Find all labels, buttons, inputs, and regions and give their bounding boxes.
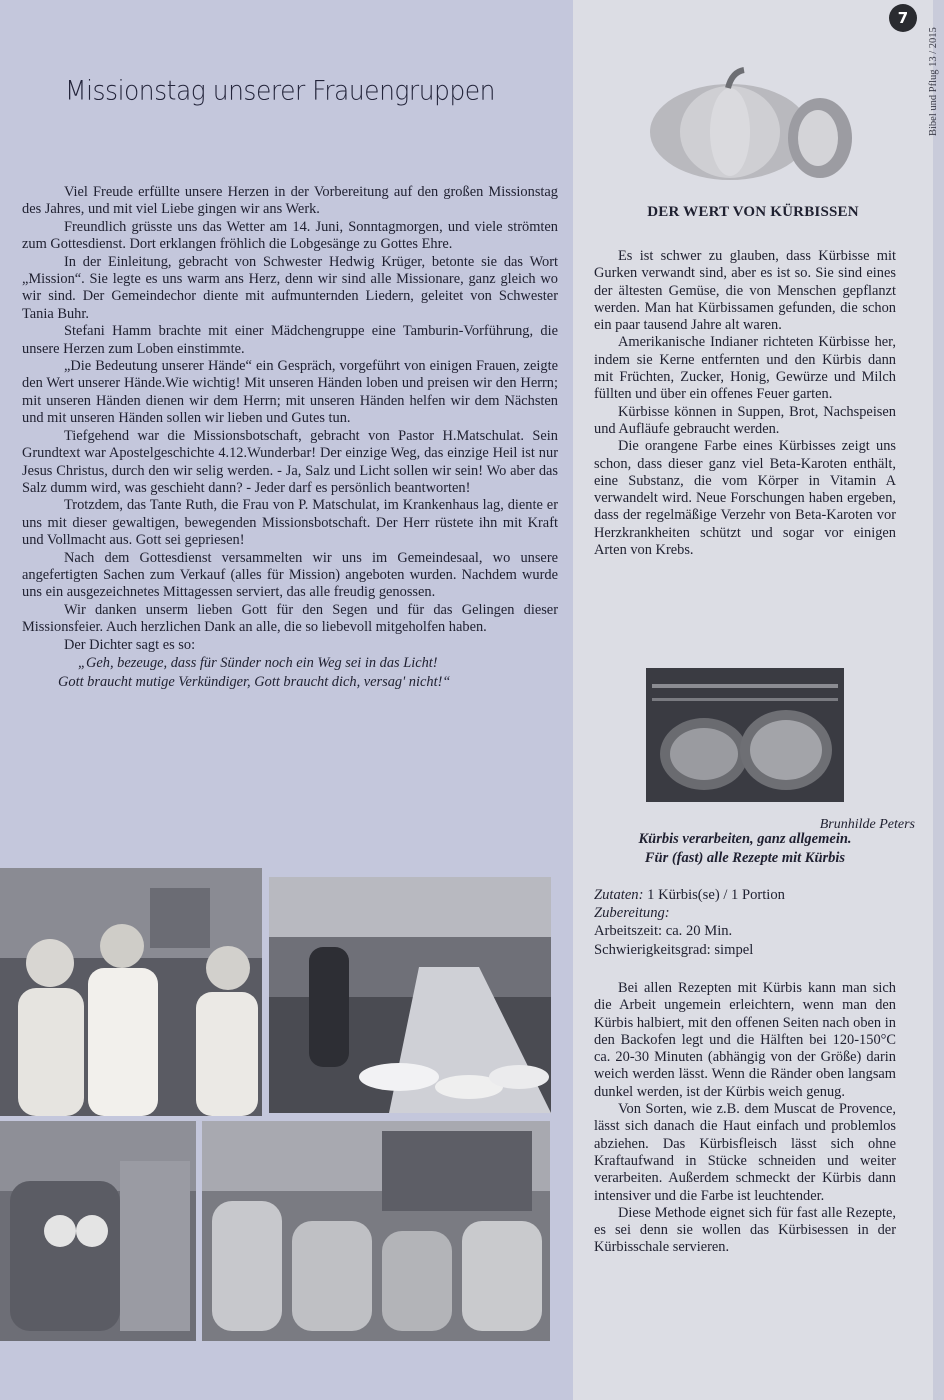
recipe-meta	[594, 886, 896, 959]
article-paragraph: Tiefgehend war die Missionsbotschaft, gebracht von Pastor H.Matschulat. Sein Grundtext war Apostelgeschichte 4.12.Wunderbar! Der einzige Weg, das einzige Heil ist nur Jesus Christus, durch den wir selig werden. - Ja, Salz und Licht sollen wir sein! Wo aber das Salz dumm wird, was geschieht dann? - Jeder darf es persönlich beantworten!	[22, 427, 558, 496]
poem	[22, 654, 558, 692]
article-paragraph: Nach dem Gottesdienst versammelten wir uns im Gemeindesaal, wo unsere angefertigten Sachen zum Verkauf (alles für Mission) angeboten wurden. Nachdem wurde uns ein ausgezeichnetes Mittagessen serviert, das alle freudig genossen.	[22, 549, 558, 601]
recipe-text	[594, 980, 896, 1257]
article-body	[22, 184, 558, 692]
difficulty: Schwierigkeitsgrad: simpel	[594, 941, 754, 958]
recipe-title	[594, 830, 896, 868]
article-paragraph: „Die Bedeutung unserer Hände“ ein Gespräch, vorgeführt von einigen Frauen, zeigte den Wert unserer Hände.Wie wichtig! Mit unseren Händen loben und preisen wir den Herrn; mit unseren Händen dienen wir dem Herrn; mit unseren Händen helfen wir dem Nächsten und mit unseren Händen sollen wir lieben und Gutes tun.	[22, 358, 558, 427]
article-paragraph: In der Einleitung, gebracht von Schwester Hedwig Krüger, betonte sie das Wort „Mission“. Sie legte es uns warm ans Herz, denn wir sind alle Missionare, ganz gleich wo wir sind. Der Gemeindechor diente mit aufmunternden Liedern, geleitet von Schwester Tania Buhr.	[22, 253, 558, 322]
sidebar-text	[594, 248, 896, 559]
recipe-paragraph: Bei allen Rezepten mit Kürbis kann man sich die Arbeit ungemein erleichtern, wenn man den Kürbis halbiert, mit den offenen Seiten nach oben in den Backofen legt und die Hälften bei 120-150°C ca. 20-30 Minuten (abhängig von der Größe) darin weich werden lässt. Wenn die Ränder oben langsam dunkel werden, ist der Kürbis weich genug.	[594, 980, 896, 1100]
photo-knitted-goods	[0, 1121, 196, 1341]
sidebar-paragraph: Die orangene Farbe eines Kürbisses zeigt uns schon, dass dieser ganz viel Beta-Karoten enthält, eine Substanz, die vom Körper in Vitamin A verwandelt wird. Neue Forschungen haben ergeben, dass der regelmäßige Verzehr von Beta-Karoten vor Herzkrankheiten schützt und sogar vor einigen Arten von Krebs.	[594, 438, 896, 559]
pumpkin-image	[640, 66, 860, 186]
article-paragraph: Wir danken unserm lieben Gott für den Segen und für das Gelingen dieser Missionsfeier. Auch herzlichen Dank an alle, die so liebevoll mitgeholfen haben.	[22, 601, 558, 636]
photo-sales-table	[202, 1121, 550, 1341]
page-number-badge: 7	[889, 4, 917, 32]
preparation-label: Zubereitung:	[594, 905, 670, 922]
ingredients-value: 1 Kürbis(se) / 1 Portion	[647, 887, 785, 903]
oven-pumpkin-photo	[646, 668, 844, 802]
recipe-paragraph: Diese Methode eignet sich für fast alle Rezepte, es sei denn sie wollen das Kürbisessen in der Kürbisschale servieren.	[594, 1204, 896, 1256]
recipe-title-line: Für (fast) alle Rezepte mit Kürbis	[644, 850, 846, 866]
work-time: Arbeitszeit: ca. 20 Min.	[594, 923, 733, 940]
photo-kitchen-women	[0, 868, 262, 1116]
article-paragraph: Trotzdem, das Tante Ruth, die Frau von P. Matschulat, im Krankenhaus lag, diente er uns mit dieser gewaltigen, bewegenden Missionsbotschaft. Der Herr rüstete ihn mit Kraft und Vollmacht aus. Gott sei gepriesen!	[22, 497, 558, 549]
sidebar-paragraph: Amerikanische Indianer richteten Kürbisse her, indem sie Kerne entfernten und den Kürbis dann mit Früchten, Zucker, Honig, Gewürze und Milch füllten und über ein offenes Feuer garten.	[594, 334, 896, 403]
photo-hall-buffet	[269, 877, 551, 1113]
article-paragraph: Freundlich grüsste uns das Wetter am 14. Juni, Sonntagmorgen, und viele strömten zum Gottesdienst. Dort erklangen fröhlich die Lobgesänge zu Gottes Ehre.	[22, 218, 558, 253]
article-paragraph: Der Dichter sagt es so:	[64, 636, 196, 653]
recipe-title-line: Kürbis verarbeiten, ganz allgemein.	[638, 831, 852, 847]
article-paragraph: Stefani Hamm brachte mit einer Mädchengruppe eine Tamburin-Vorführung, die unsere Herzen zum Loben einstimmte.	[22, 323, 558, 357]
sidebar-heading: DER WERT VON KÜRBISSEN	[647, 204, 859, 220]
article-paragraph: Viel Freude erfüllte unsere Herzen in der Vorbereitung auf den großen Missionstag des Jahres, und mit viel Liebe gingen wir ans Werk.	[22, 184, 558, 218]
poem-line: „Geh, bezeuge, dass für Sünder noch ein Weg sei in das Licht!	[78, 654, 438, 671]
recipe-paragraph: Von Sorten, wie z.B. dem Muscat de Provence, lässt sich danach die Haut einfach und problemlos abziehen. Das Kürbisfleisch lässt sich ohne Kraftaufwand in Stücke schneiden und weiter verarbeiten. Außerdem schmeckt der Kürbis dann intensiver und die Farbe ist leuchtender.	[594, 1101, 896, 1204]
poem-line: Gott braucht mutige Verkündiger, Gott braucht dich, versag' nicht!“	[58, 673, 451, 690]
article-title: Missionstag unserer Frauengruppen	[65, 75, 495, 106]
article-author: Brunhilde Peters	[819, 817, 915, 832]
sidebar-paragraph: Kürbisse können in Suppen, Brot, Nachspeisen und Aufläufe gebraucht werden.	[594, 403, 896, 437]
ingredients-label: Zutaten:	[594, 887, 644, 903]
issue-label: Bibel und Pflug 13 / 2015	[928, 27, 939, 136]
sidebar-paragraph: Es ist schwer zu glauben, dass Kürbisse mit Gurken verwandt sind, aber es ist so. Sie sind eines der ältesten Gemüse, die von Menschen gepflanzt werden. Man hat Kürbissamen gefunden, die schon ein paar tausend Jahre alt waren.	[594, 248, 896, 334]
